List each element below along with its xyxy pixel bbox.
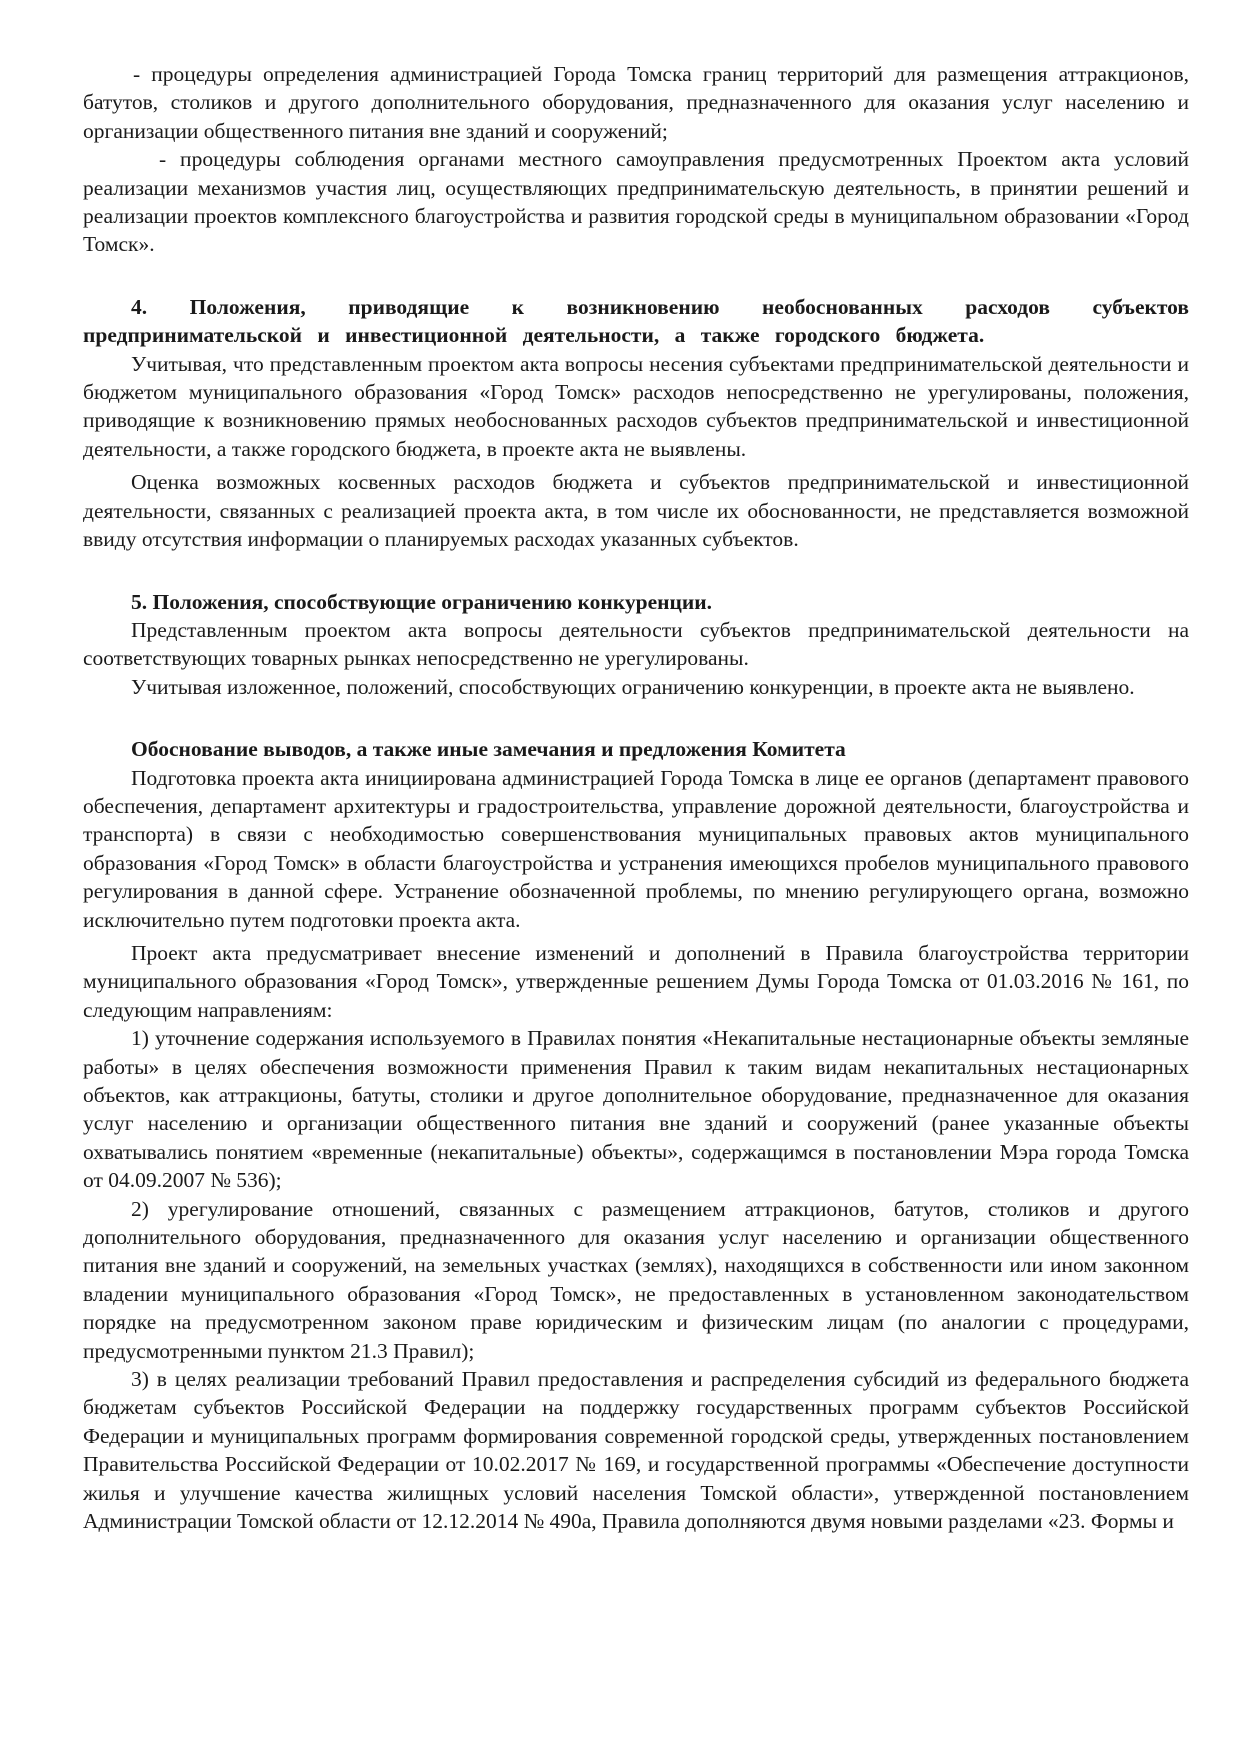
conclusions-paragraph-2: Проект акта предусматривает внесение изменений и дополнений в Правила благоустройства территории муниципального образования «Город Томск», утвержденные решением Думы Города Томска от 01.03.2016 № 161, по следующим направлениям: bbox=[83, 940, 1189, 1022]
conclusions-item-3: 3) в целях реализации требований Правил предоставления и распределения субсидий из федерального бюджета бюджетам субъектов Российской Федерации на поддержку государственных программ субъектов Российской Федерации и муниципальных программ формирования современной городской среды, утвержденных постановлением Правительства Российской Федерации от 10.02.2017 № 169, и государственной программы «Обеспечение доступности жилья и улучшение качества жилищных условий населения Томской области», утвержденной постановлением Администрации Томской области от 12.12.2014 № 490а, Правила дополняются двумя новыми разделами «23. Формы и bbox=[83, 1367, 1189, 1534]
intro-item-2: - процедуры соблюдения органами местного самоуправления предусмотренных Проектом акта условий реализации механизмов участия лиц, осуществляющих предпринимательскую деятельность, в принятии решений и реализации проектов комплексного благоустройства и развития городской среды в муниципальном образовании «Город Томск». bbox=[83, 147, 1189, 257]
conclusions-heading: Обоснование выводов, а также иные замечания и предложения Комитета bbox=[131, 737, 846, 762]
section-4-paragraph-1: Учитывая, что представленным проектом акта вопросы несения субъектами предпринимательской деятельности и бюджетом муниципального образования «Город Томск» расходов непосредственно не урегулированы, положения, приводящие к возникновению прямых необоснованных расходов субъектов предпринимательской и инвестиционной деятельности, а также городского бюджета, в проекте акта не выявлены. bbox=[83, 351, 1189, 461]
conclusions-item-2: 2) урегулирование отношений, связанных с размещением аттракционов, батутов, столиков и другого дополнительного оборудования, предназначенного для оказания услуг населению и организации общественного питания вне зданий и сооружений, на земельных участках (землях), находящихся в собственности или ином законном владении муниципального образования «Город Томск», не предоставленных в установленном законодательством порядке на предусмотренном законом праве юридическим и физическим лицам (по аналогии с процедурами, предусмотренными пунктом 21.3 Правил); bbox=[83, 1196, 1189, 1363]
section-5-heading: 5. Положения, способствующие ограничению конкуренции. bbox=[131, 589, 713, 614]
intro-item-1: - процедуры определения администрацией Города Томска границ территорий для размещения аттракционов, батутов, столиков и другого дополнительного оборудования, предназначенного для оказания услуг населению и организации общественного питания вне зданий и сооружений; bbox=[83, 62, 1189, 143]
section-5-paragraph-1: Представленным проектом акта вопросы деятельности субъектов предпринимательской деятельности на соответствующих товарных рынках непосредственно не урегулированы. bbox=[83, 617, 1189, 671]
section-4-heading: 4. Положения, приводящие к возникновению необоснованных расходов субъектов предпринимательской и инвестиционной деятельности, а также городского бюджета. bbox=[83, 294, 1189, 348]
section-4-paragraph-2: Оценка возможных косвенных расходов бюджета и субъектов предпринимательской и инвестиционной деятельности, связанных с реализацией проекта акта, в том числе их обоснованности, не представляется возможной ввиду отсутствия информации о планируемых расходах указанных субъектов. bbox=[83, 470, 1189, 552]
document-page bbox=[83, 60, 1189, 1536]
section-5-paragraph-2: Учитывая изложенное, положений, способствующих ограничению конкуренции, в проекте акта не выявлено. bbox=[131, 674, 1135, 699]
conclusions-item-1: 1) уточнение содержания используемого в Правилах понятия «Некапитальные нестационарные объекты земляные работы» в целях обеспечения возможности применения Правил к таким видам некапитальных нестационарных объектов, как аттракционы, батуты, столики и другое дополнительное оборудование, предназначенное для оказания услуг населению и организации общественного питания вне зданий и сооружений (ранее указанные объекты охватывались понятием «временные (некапитальные) объекты», содержащимся в постановлении Мэра города Томска от 04.09.2007 № 536); bbox=[83, 1026, 1189, 1193]
conclusions-paragraph-1: Подготовка проекта акта инициирована администрацией Города Томска в лице ее органов (департамент правового обеспечения, департамент архитектуры и градостроительства, управление дорожной деятельности, благоустройства и транспорта) в связи с необходимостью совершенствования муниципальных правовых актов муниципального образования «Город Томск» в области благоустройства и устранения имеющихся пробелов муниципального правового регулирования в данной сфере. Устранение обозначенной проблемы, по мнению регулирующего органа, возможно исключительно путем подготовки проекта акта. bbox=[83, 765, 1189, 932]
